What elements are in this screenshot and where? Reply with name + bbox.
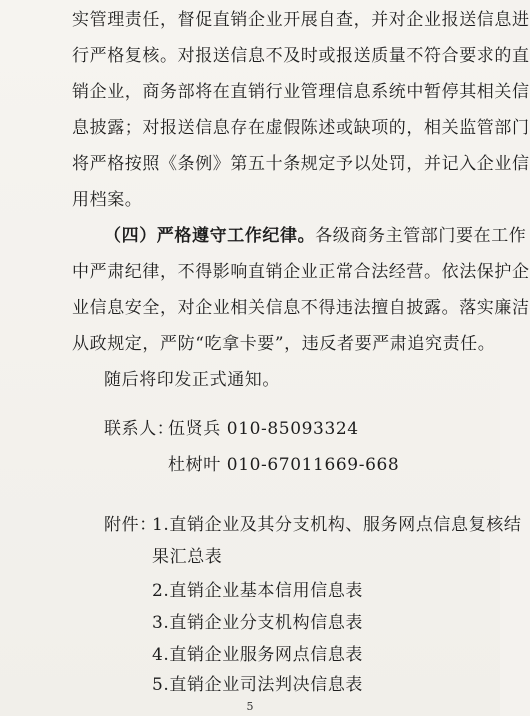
body-line: 息披露；对报送信息存在虚假陈述或缺项的，相关监管部门 [72, 118, 530, 138]
body-line: 业信息安全，对企业相关信息不得违法擅自披露。落实廉洁 [72, 298, 530, 318]
notice-line: 随后将印发正式通知。 [104, 370, 280, 390]
section-heading: （四）严格遵守工作纪律。 [104, 226, 316, 246]
body-line: 中严肃纪律，不得影响直销企业正常合法经营。依法保护企 [72, 262, 530, 282]
contact-entry: 伍贤兵 010-85093324 [168, 419, 359, 439]
body-line: 行严格复核。对报送信息不及时或报送质量不符合要求的直 [72, 46, 530, 66]
body-line: 实管理责任，督促直销企业开展自查，并对企业报送信息进 [72, 10, 530, 30]
attachment-item: 4.直销企业服务网点信息表 [152, 645, 364, 665]
body-line: 将严格按照《条例》第五十条规定予以处罚，并记入企业信 [72, 154, 530, 174]
body-line: 从政规定，严防“吃拿卡要”，违反者要严肃追究责任。 [72, 334, 496, 354]
attachments-label: 附件： [104, 515, 157, 535]
contact-entry: 杜树叶 010-67011669-668 [168, 455, 400, 475]
attachment-item: 5.直销企业司法判决信息表 [152, 675, 364, 695]
body-line: 销企业，商务部将在直销行业管理信息系统中暂停其相关信 [72, 82, 530, 102]
attachment-item: 3.直销企业分支机构信息表 [152, 613, 364, 633]
body-text: 各级商务主管部门要在工作 [315, 226, 527, 246]
body-line: 用档案。 [72, 190, 143, 210]
attachment-item: 果汇总表 [152, 547, 223, 567]
section-line [104, 225, 526, 247]
page-number: 5 [246, 700, 254, 713]
attachment-item: 1.直销企业及其分支机构、服务网点信息复核结 [152, 515, 522, 535]
attachment-item: 2.直销企业基本信用信息表 [152, 581, 364, 601]
contacts-label: 联系人： [104, 419, 175, 439]
